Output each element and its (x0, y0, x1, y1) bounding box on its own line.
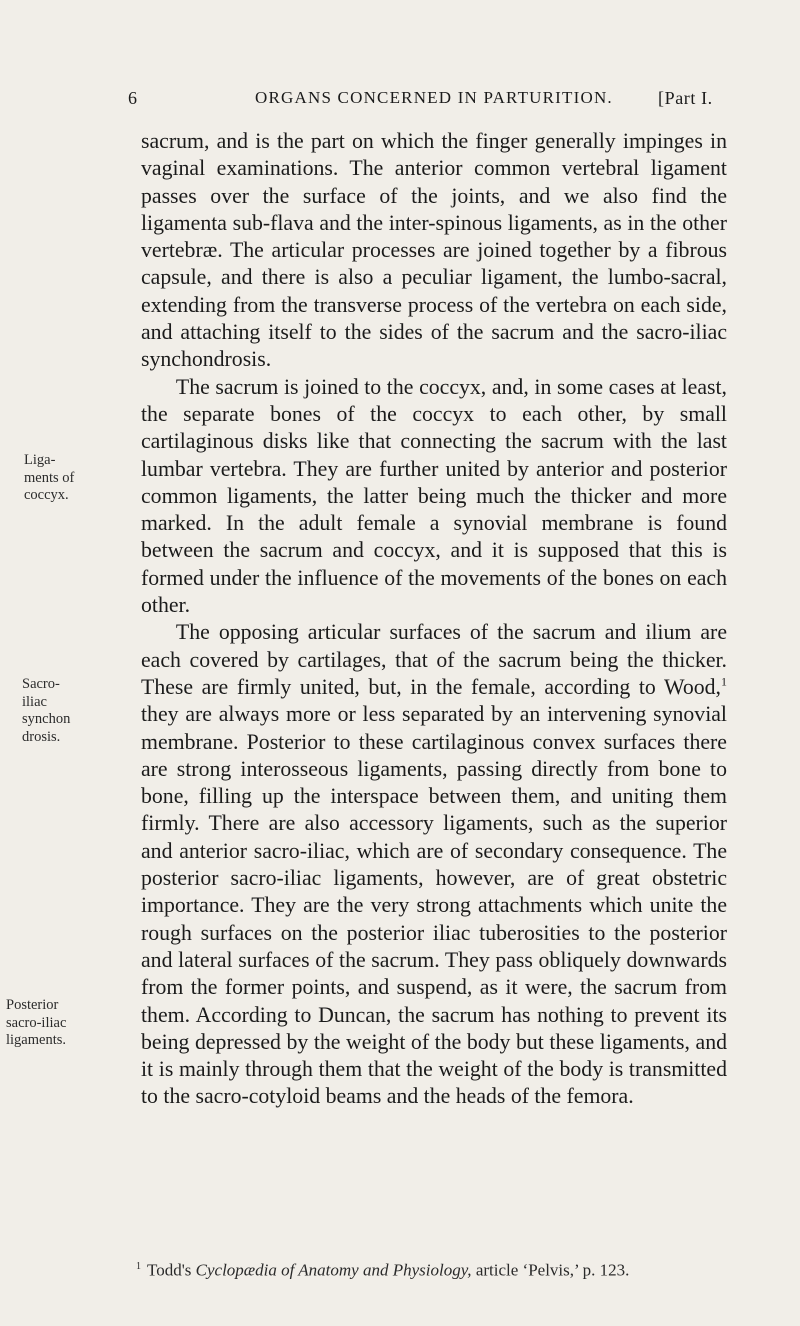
sidenote-line: Sacro- (22, 676, 60, 692)
footnote-rest: article ‘Pelvis,’ p. 123. (475, 1260, 630, 1280)
footnote-mark: 1 (136, 1261, 141, 1272)
paragraph-sacro-iliac (141, 619, 727, 1110)
sidenote-line: iliac (22, 693, 47, 710)
footnote-reference: 1 (721, 674, 727, 689)
sidenote-line: ments of (24, 469, 75, 486)
sidenote-sacro-iliac (22, 676, 70, 746)
sidenote-line: Liga- (24, 452, 56, 468)
sidenote-line: sacro-iliac (6, 1014, 67, 1031)
page-header (120, 88, 730, 116)
running-title: ORGANS CONCERNED IN PARTURITION. (255, 88, 613, 107)
paragraph-coccyx: The sacrum is joined to the coccyx, and, in some cases at least, the separate bones of the coccyx to each other, by small cartilaginous disks like that connecting the sacrum with the last lumbar vertebra. They are further united by anterior and posterior common ligaments, the latter being much the thicker and more marked. In the adult female a synovial membrane is found between the sacrum and coccyx, and it is supposed that this is formed under the influence of the movements of the bones on each other. (141, 374, 727, 618)
page-number: 6 (128, 88, 138, 108)
body-text (141, 128, 727, 1111)
sidenote-line: coccyx. (24, 487, 69, 503)
footnote (136, 1257, 736, 1281)
sidenote-line: Posterior (6, 997, 59, 1013)
sidenote-line: ligaments. (6, 1032, 67, 1048)
part-label: [Part I. (658, 88, 713, 108)
sidenote-posterior-ligaments (6, 997, 66, 1050)
paragraph-sacrum-ligaments: sacrum, and is the part on which the finger generally impinges in vaginal examinations. The anterior common vertebral ligament passes over the surface of the joints, and we also find the ligamenta sub-flava and the inter-spinous ligaments, as in the other vertebræ. The articular processes are joined together by a fibrous capsule, and there is also a peculiar ligament, the lumbo-sacral, extending from the transverse process of the vertebra on each side, and attaching itself to the sides of the sacrum and the sacro-iliac synchondrosis. (141, 129, 727, 372)
paragraph-text: they are always more or less separated by an intervening synovial membrane. Posterior to these cartilaginous convex surfaces there are strong interosseous ligaments, passing directly from bone to bone, filling up the interspace between them, and uniting them firmly. There are also accessory ligaments, such as the superior and anterior sacro-iliac, which are of secondary consequence. The posterior sacro-iliac ligaments, however, are of great obstetric importance. They are the very strong attachments which unite the rough surfaces on the posterior iliac tuberosities to the posterior and lateral surfaces of the sacrum. They pass obliquely downwards from the former points, and suspend, as it were, the sacrum from them. According to Duncan, the sacrum has nothing to prevent its being depressed by the weight of the body but these ligaments, and it is mainly through them that the weight of the body is transmitted to the sacro-cotyloid beams and the heads of the femora. (141, 702, 727, 1109)
sidenote-line: drosis. (22, 728, 61, 745)
sidenote-line: synchon (22, 711, 71, 727)
sidenote-ligaments-coccyx (24, 452, 74, 505)
footnote-title: Cyclopædia of Anatomy and Physiology, (195, 1260, 472, 1280)
footnote-author: Todd's (147, 1260, 192, 1280)
paragraph-text: The opposing articular surfaces of the sacrum and ilium are each covered by cartilages, that of the sacrum being the thicker. These are firmly united, but, in the female, according to Wood, (141, 620, 727, 699)
